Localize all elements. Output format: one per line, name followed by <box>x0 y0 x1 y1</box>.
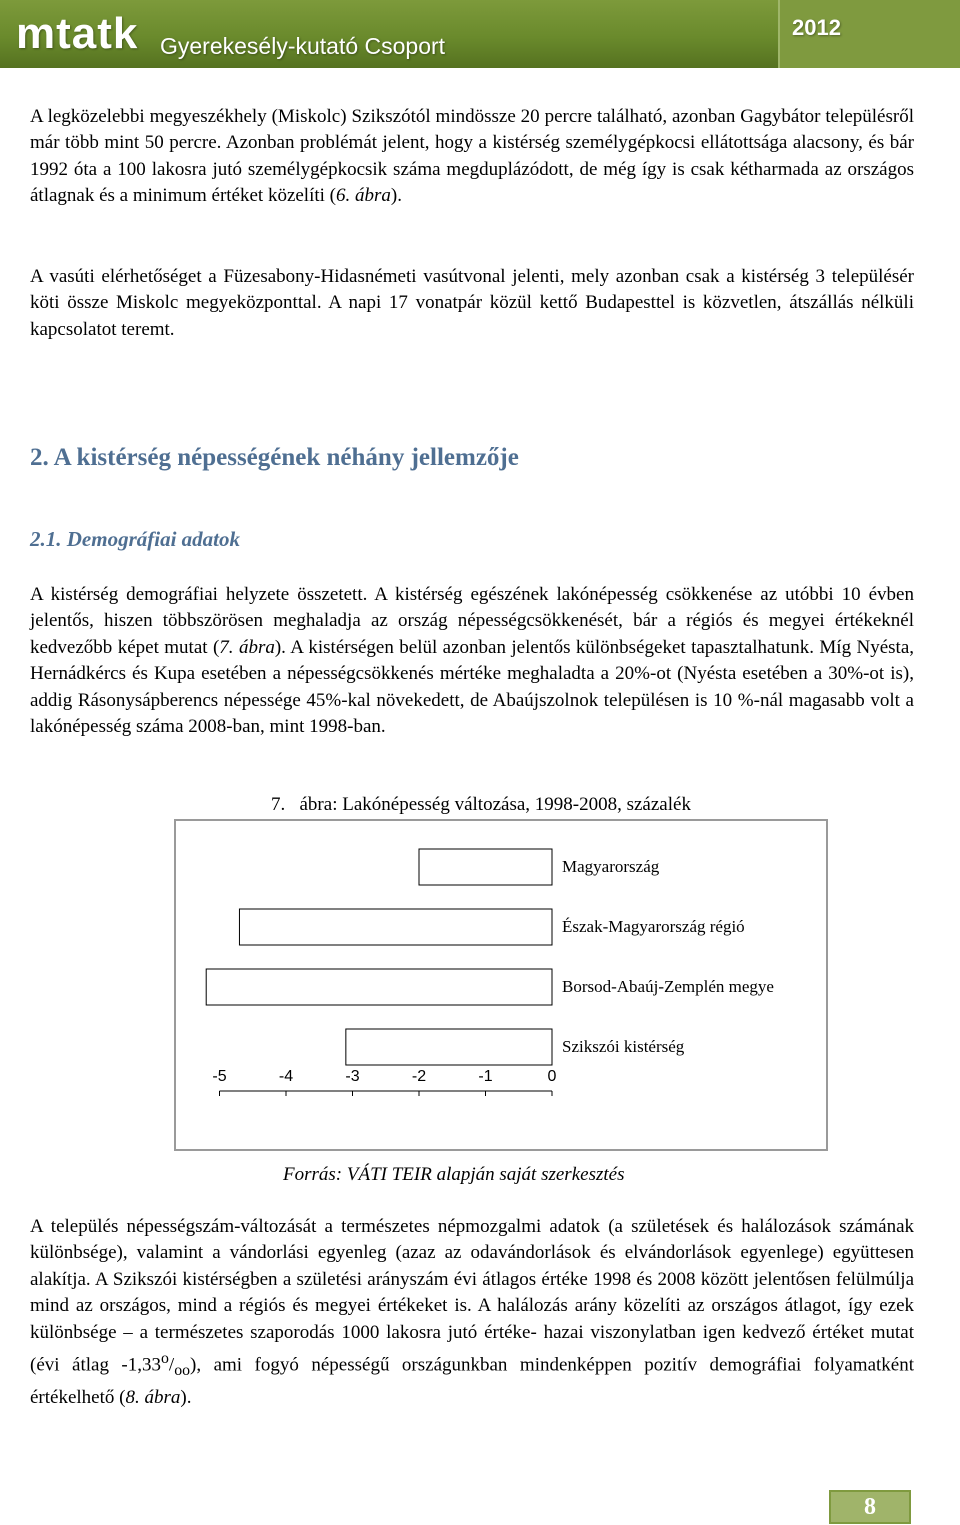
x-tick-label-1: -4 <box>278 1068 294 1085</box>
paragraph-1-end: ). <box>390 185 402 207</box>
paragraph-3-text: A kistérség demográfiai helyzete összetett. A kistérség egészének lakónépesség csökkenése az utóbbi 10 évben jelentős, hiszen többszörösen meghaladja az ország népességcsökkenését, bár a régiós és megyei értékeknél kedvezőbb képet mutat ( <box>30 584 914 658</box>
bar-label-1: Észak-Magyarország régió <box>562 917 745 936</box>
header-year: 2012 <box>778 0 960 68</box>
population-change-chart <box>174 819 828 1151</box>
subsection-heading: 2.1. Demográfiai adatok <box>30 527 240 551</box>
bar-2 <box>206 969 552 1005</box>
page-number: 8 <box>829 1490 911 1524</box>
header-subtitle: Gyerekesély-kutató Csoport <box>160 33 446 59</box>
page-header <box>0 0 960 68</box>
x-tick-label-5: 0 <box>547 1068 557 1085</box>
figure-ref-7: 7. ábra <box>219 636 275 658</box>
bar-0 <box>419 849 552 885</box>
brand-logo: mtatk <box>16 9 139 58</box>
bar-label-2: Borsod-Abaúj-Zemplén megye <box>562 977 774 996</box>
x-tick-label-2: -3 <box>345 1068 360 1085</box>
x-tick-label-4: -1 <box>478 1068 493 1085</box>
x-tick-label-0: -5 <box>212 1068 227 1085</box>
chart-svg <box>176 821 826 1149</box>
bar-1 <box>239 909 552 945</box>
figure-ref-8: 8. ábra <box>125 1386 181 1408</box>
paragraph-4-end: ). <box>180 1386 192 1408</box>
permille-sup: o <box>161 1350 169 1368</box>
paragraph-1 <box>30 104 914 210</box>
section-heading: 2. A kistérség népességének néhány jellemzője <box>30 444 519 471</box>
paragraph-4 <box>30 1214 914 1411</box>
bar-3 <box>346 1029 552 1065</box>
figure-caption-text: ábra: Lakónépesség változása, 1998-2008, százalék <box>299 794 691 815</box>
figure-caption-number: 7. <box>271 794 286 815</box>
bar-label-3: Szikszói kistérség <box>562 1037 685 1056</box>
permille-sub: oo <box>174 1362 191 1380</box>
paragraph-3-rest: ). A kistérségen belül azonban jelentős különbségeket tapasztalhatunk. Míg Nyésta, Hernádkércs és Kupa esetében a népességcsökkenés mértéke meghaladta a 20%-ot (Nyésta esetében a 30%-ot is), addig Rásonysápberencs népessége 45%-kal növekedett, de Abaújszolnok településen is 10 %-nál magasabb volt a lakónépesség száma 2008-ban, mint 1998-ban. <box>30 636 914 738</box>
paragraph-3 <box>30 582 914 740</box>
x-tick-label-3: -2 <box>411 1068 427 1085</box>
paragraph-1-text: A legközelebbi megyeszékhely (Miskolc) Szikszótól mindössze 20 percre található, azonban Gagybátor településről már több mint 50 percre. Azonban problémát jelent, hogy a kistérség személygépkocsi ellátottsága alacsony, és bár 1992 óta a 100 lakosra jutó személygépkocsik száma megduplázódott, de még így is csak kétharmada az országos átlagnak és a minimum értéket közelíti ( <box>30 106 914 207</box>
paragraph-2: A vasúti elérhetőséget a Füzesabony-Hidasnémeti vasútvonal jelenti, mely azonban csak a kistérség 3 településér köti össze Miskolc megyeközponttal. A napi 17 vonatpár közül kettő Budapesttel is közvetlen, átszállás nélküli kapcsolatot teremt. <box>30 266 914 340</box>
paragraph-4-text: A település népességszám-változását a természetes népmozgalmi adatok (a születések és halálozások számának különbsége), valamint a vándorlási egyenleg (azaz az odavándorlások és elvándorlások egyenlege) együttesen alakítja. A Szikszói kistérségben a születési arányszám évi átlagos értéke 1998 és 2008 között jelentősen felülmúlja mind az országos, mind a régiós és megyei értékeket is. A halálozás arány közelíti az országos átlagot, így ezek különbsége – a természetes szaporodás 1000 lakosra jutó értéke- hazai viszonylatban igen kedvező értéket mutat (évi átlag -1,33 <box>30 1216 914 1376</box>
bar-label-0: Magyarország <box>562 857 660 876</box>
figure-caption <box>271 793 691 817</box>
figure-source: Forrás: VÁTI TEIR alapján saját szerkesztés <box>283 1164 625 1185</box>
permille-slash: / <box>168 1354 175 1376</box>
figure-ref-6: 6. ábra <box>336 185 391 207</box>
paragraph-4-rest: ), ami fogyó népességű országunkban mindenképpen pozitív demográfiai folyamatként értékelhető ( <box>30 1354 914 1408</box>
